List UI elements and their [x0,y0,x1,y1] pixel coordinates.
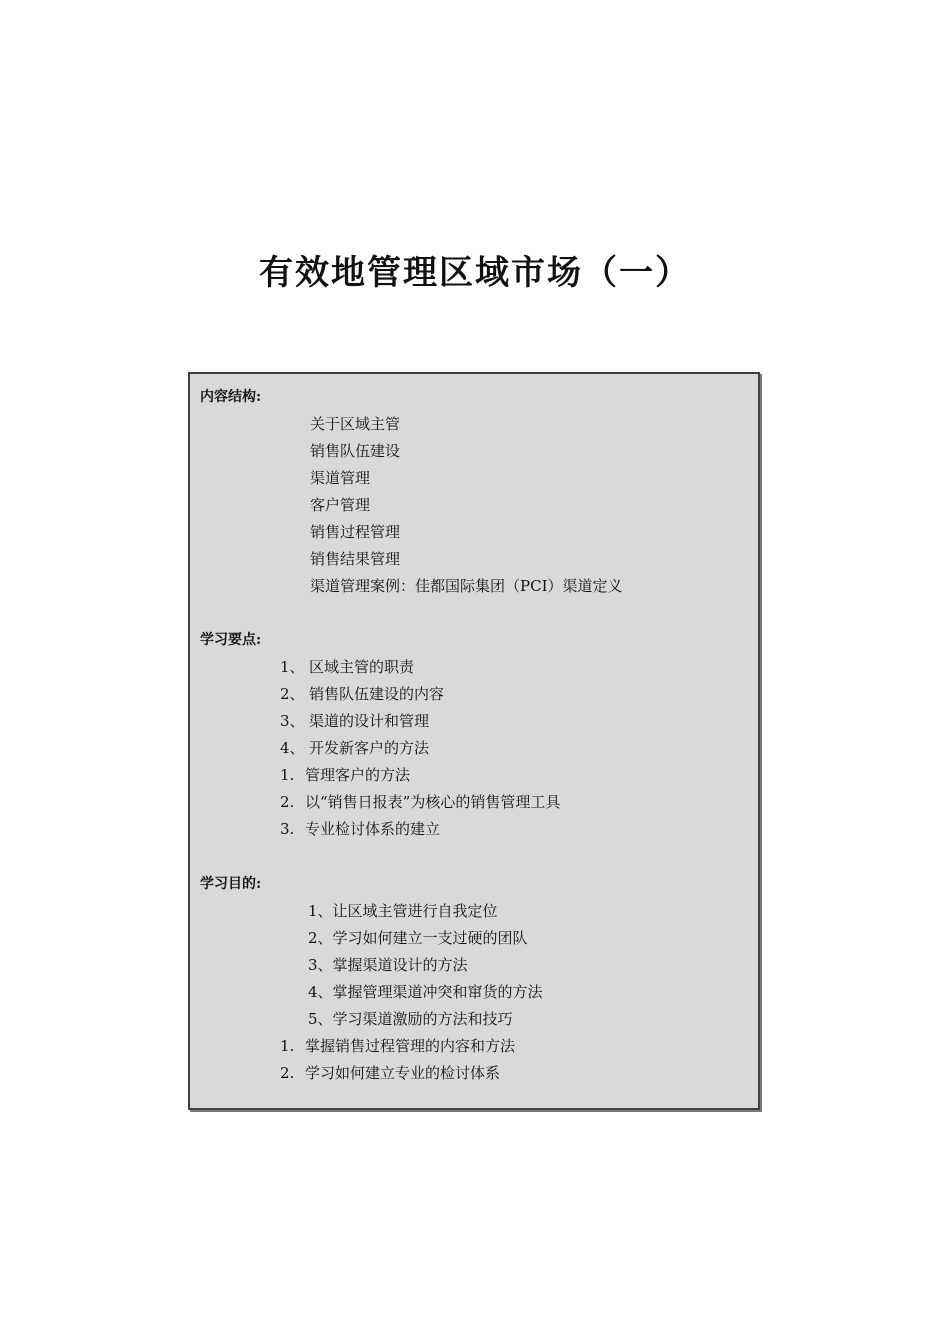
key-point-item [280,735,429,762]
structure-item: 渠道管理案例：佳都国际集团（PCI）渠道定义 [310,577,623,595]
item-number: 2、 [280,685,305,703]
item-number: 2. [280,1064,295,1082]
key-point-item [280,654,414,681]
item-text: 开发新客户的方法 [309,739,430,757]
structure-item: 关于区域主管 [310,415,401,433]
page-title: 有效地管理区域市场（一） [259,253,691,293]
key-point-item [280,708,429,735]
item-text: 学习如何建立专业的检讨体系 [305,1064,501,1082]
item-text: 管理客户的方法 [305,766,411,784]
structure-item: 渠道管理 [310,469,371,487]
objective-item [308,952,468,979]
content-box [188,372,760,1110]
item-text: 学习渠道激励的方法和技巧 [332,1010,513,1028]
item-text: 让区域主管进行自我定位 [332,902,498,920]
item-text: 专业检讨体系的建立 [305,820,441,838]
objective-item [280,1060,500,1087]
key-point-item [280,789,560,816]
item-number: 3、 [308,956,333,974]
item-text: 区域主管的职责 [309,658,415,676]
item-number: 4、 [280,739,305,757]
item-number: 2、 [308,929,333,947]
objective-item [308,898,498,925]
key-point-item [280,816,440,843]
item-number: 5、 [308,1010,333,1028]
structure-item: 销售过程管理 [310,523,401,541]
item-text: 学习如何建立一支过硬的团队 [332,929,528,947]
item-number: 1. [280,766,295,784]
objective-item [308,925,528,952]
structure-item: 销售结果管理 [310,550,401,568]
objective-item [280,1033,515,1060]
structure-item: 客户管理 [310,496,371,514]
item-text: 渠道的设计和管理 [309,712,430,730]
item-number: 4、 [308,983,333,1001]
item-text: 销售队伍建设的内容 [309,685,445,703]
item-text: 掌握管理渠道冲突和窜货的方法 [332,983,543,1001]
section-heading-key-points: 学习要点: [200,632,262,648]
objective-item [308,1006,513,1033]
item-number: 2. [280,793,295,811]
item-text: 以“销售日报表”为核心的销售管理工具 [305,793,561,811]
item-text: 掌握渠道设计的方法 [332,956,468,974]
section-heading-structure: 内容结构: [200,389,262,405]
section-heading-objectives: 学习目的: [200,876,262,892]
item-number: 3、 [280,712,305,730]
item-number: 1. [280,1037,295,1055]
item-text: 掌握销售过程管理的内容和方法 [305,1037,516,1055]
item-number: 1、 [280,658,305,676]
objective-item [308,979,543,1006]
item-number: 1、 [308,902,333,920]
key-point-item [280,681,444,708]
structure-item: 销售队伍建设 [310,442,401,460]
item-number: 3. [280,820,295,838]
key-point-item [280,762,410,789]
